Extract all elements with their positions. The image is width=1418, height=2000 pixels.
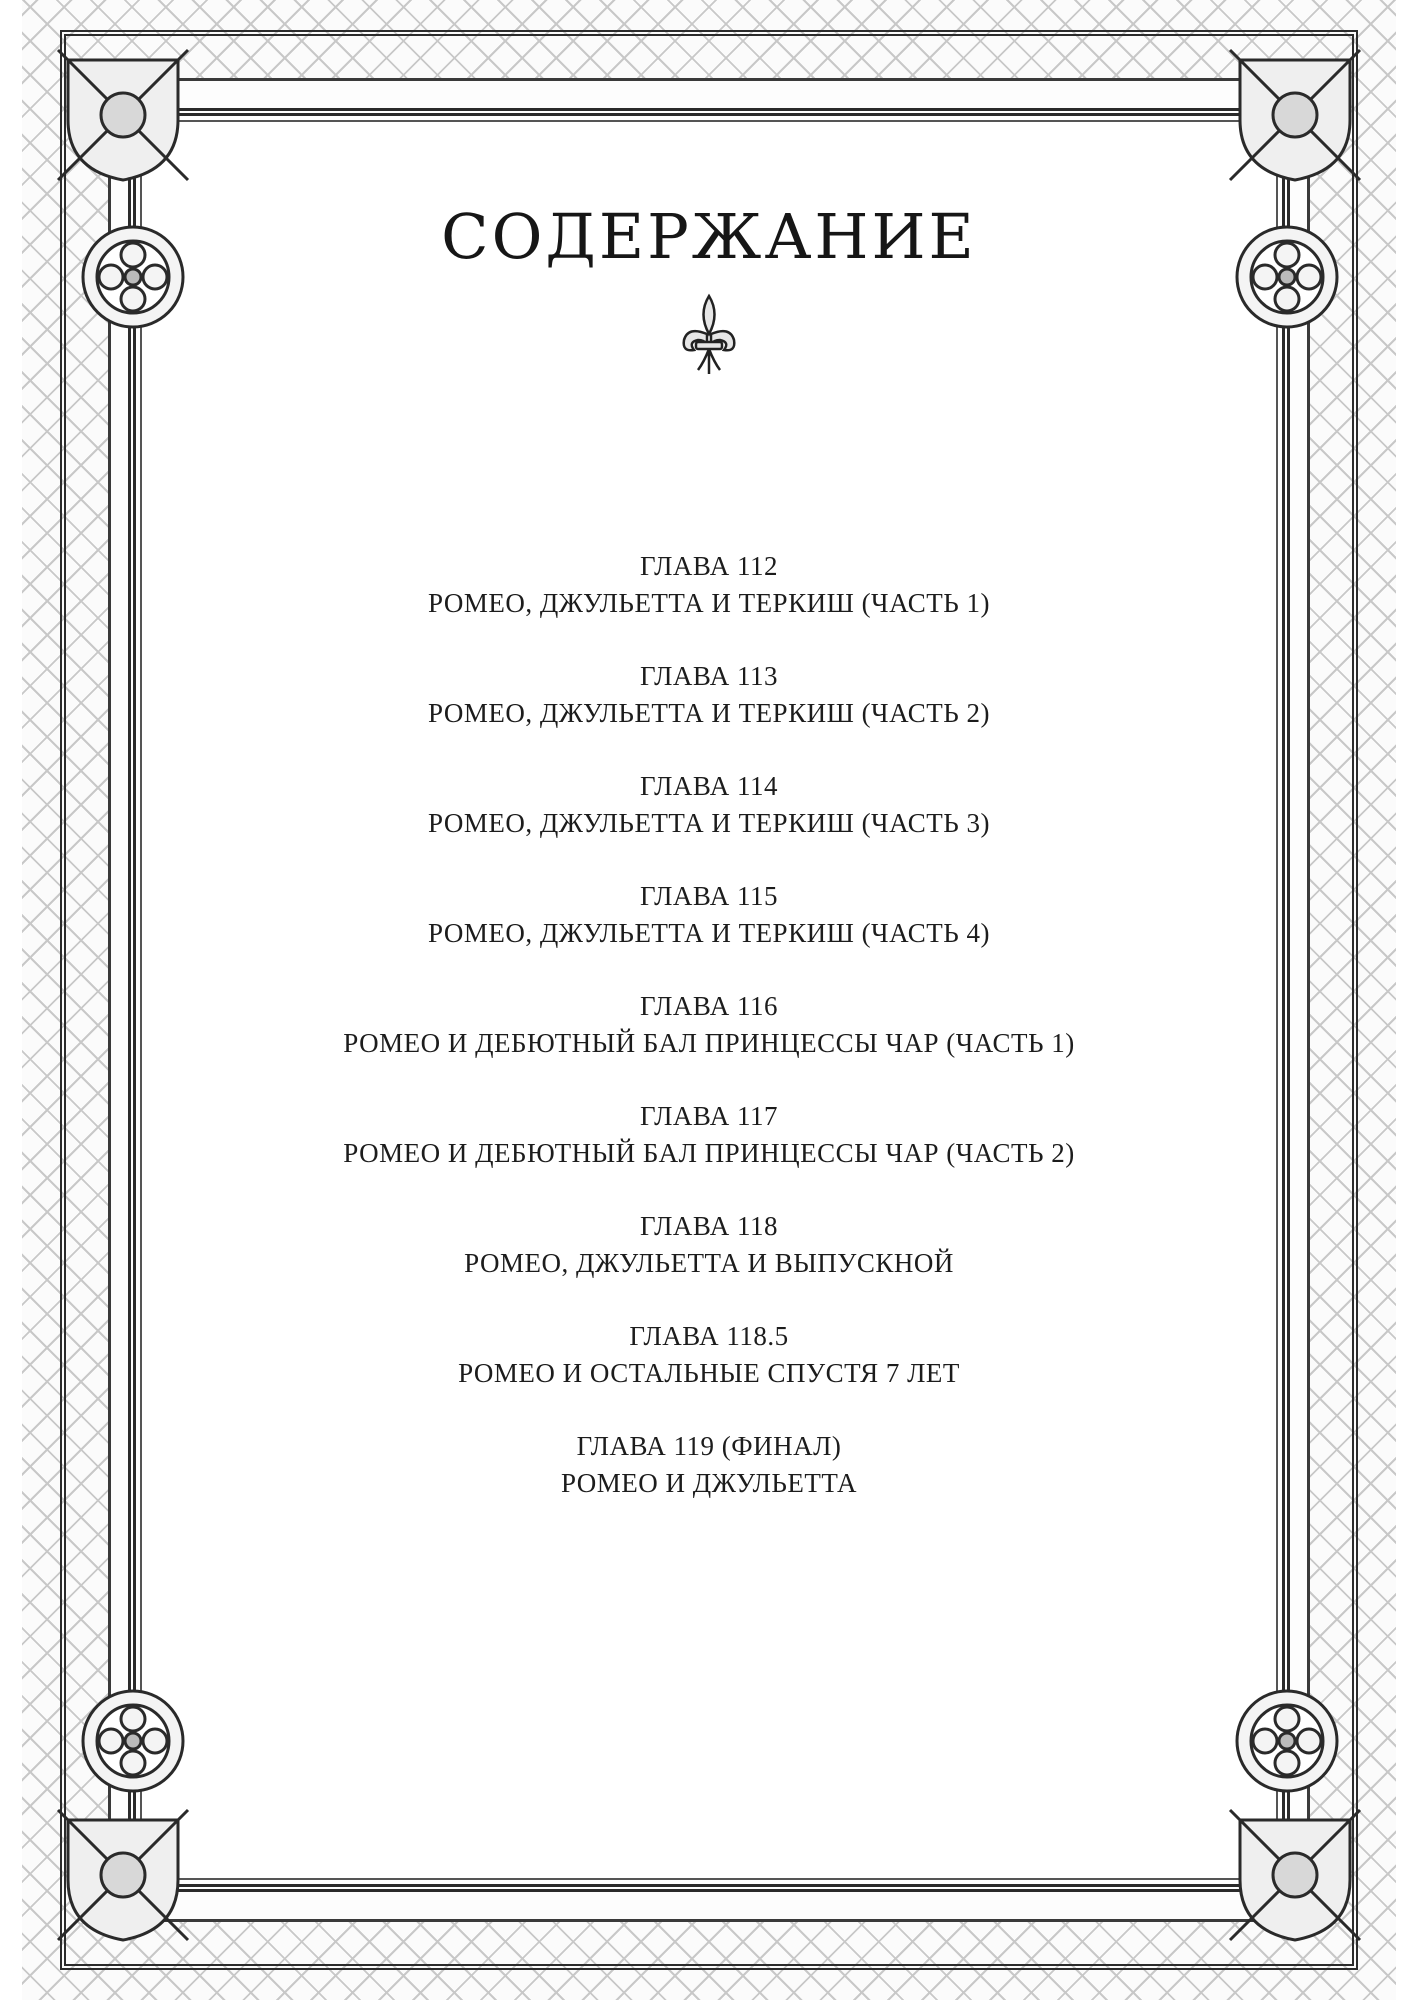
toc-entry	[180, 988, 1238, 1062]
toc-chapter-number: ГЛАВА 118.5	[629, 1321, 789, 1351]
fleur-de-lis-icon	[674, 290, 744, 380]
toc-chapter-title: РОМЕО, ДЖУЛЬЕТТА И ТЕРКИШ (ЧАСТЬ 4)	[427, 918, 991, 948]
toc-entry	[180, 548, 1238, 622]
bottom-left-rosette-icon	[78, 1686, 188, 1796]
toc-entry	[180, 1098, 1238, 1172]
toc-chapter-title: РОМЕО И ОСТАЛЬНЫЕ СПУСТЯ 7 ЛЕТ	[458, 1358, 960, 1388]
toc-chapter-title: РОМЕО И ДЕБЮТНЫЙ БАЛ ПРИНЦЕССЫ ЧАР (ЧАСТЬ 1)	[343, 1028, 1075, 1058]
toc-entry	[180, 1208, 1238, 1282]
table-of-contents	[180, 548, 1238, 1538]
toc-chapter-number: ГЛАВА 114	[640, 771, 778, 801]
toc-chapter-title: РОМЕО, ДЖУЛЬЕТТА И ТЕРКИШ (ЧАСТЬ 1)	[427, 588, 991, 618]
top-left-crest-icon	[48, 40, 198, 190]
bottom-right-rosette-icon	[1232, 1686, 1342, 1796]
bottom-right-crest-icon	[1220, 1800, 1370, 1950]
toc-chapter-title: РОМЕО И ДЖУЛЬЕТТА	[560, 1468, 858, 1498]
toc-chapter-title: РОМЕО И ДЕБЮТНЫЙ БАЛ ПРИНЦЕССЫ ЧАР (ЧАСТЬ 2)	[343, 1138, 1075, 1168]
toc-chapter-number: ГЛАВА 112	[640, 551, 778, 581]
toc-chapter-number: ГЛАВА 113	[640, 661, 778, 691]
toc-chapter-number: ГЛАВА 117	[640, 1101, 778, 1131]
bottom-left-crest-icon	[48, 1800, 198, 1950]
toc-entry	[180, 768, 1238, 842]
toc-entry	[180, 1318, 1238, 1392]
page-title: СОДЕРЖАНИЕ	[441, 200, 977, 273]
toc-chapter-number: ГЛАВА 118	[640, 1211, 778, 1241]
toc-chapter-number: ГЛАВА 116	[640, 991, 778, 1021]
toc-chapter-title: РОМЕО, ДЖУЛЬЕТТА И ТЕРКИШ (ЧАСТЬ 2)	[427, 698, 991, 728]
toc-chapter-title: РОМЕО, ДЖУЛЬЕТТА И ВЫПУСКНОЙ	[464, 1248, 954, 1278]
toc-chapter-title: РОМЕО, ДЖУЛЬЕТТА И ТЕРКИШ (ЧАСТЬ 3)	[427, 808, 991, 838]
toc-chapter-number: ГЛАВА 119 (ФИНАЛ)	[576, 1431, 842, 1461]
toc-entry	[180, 878, 1238, 952]
toc-entry	[180, 658, 1238, 732]
top-right-crest-icon	[1220, 40, 1370, 190]
toc-entry	[180, 1428, 1238, 1502]
toc-chapter-number: ГЛАВА 115	[640, 881, 778, 911]
